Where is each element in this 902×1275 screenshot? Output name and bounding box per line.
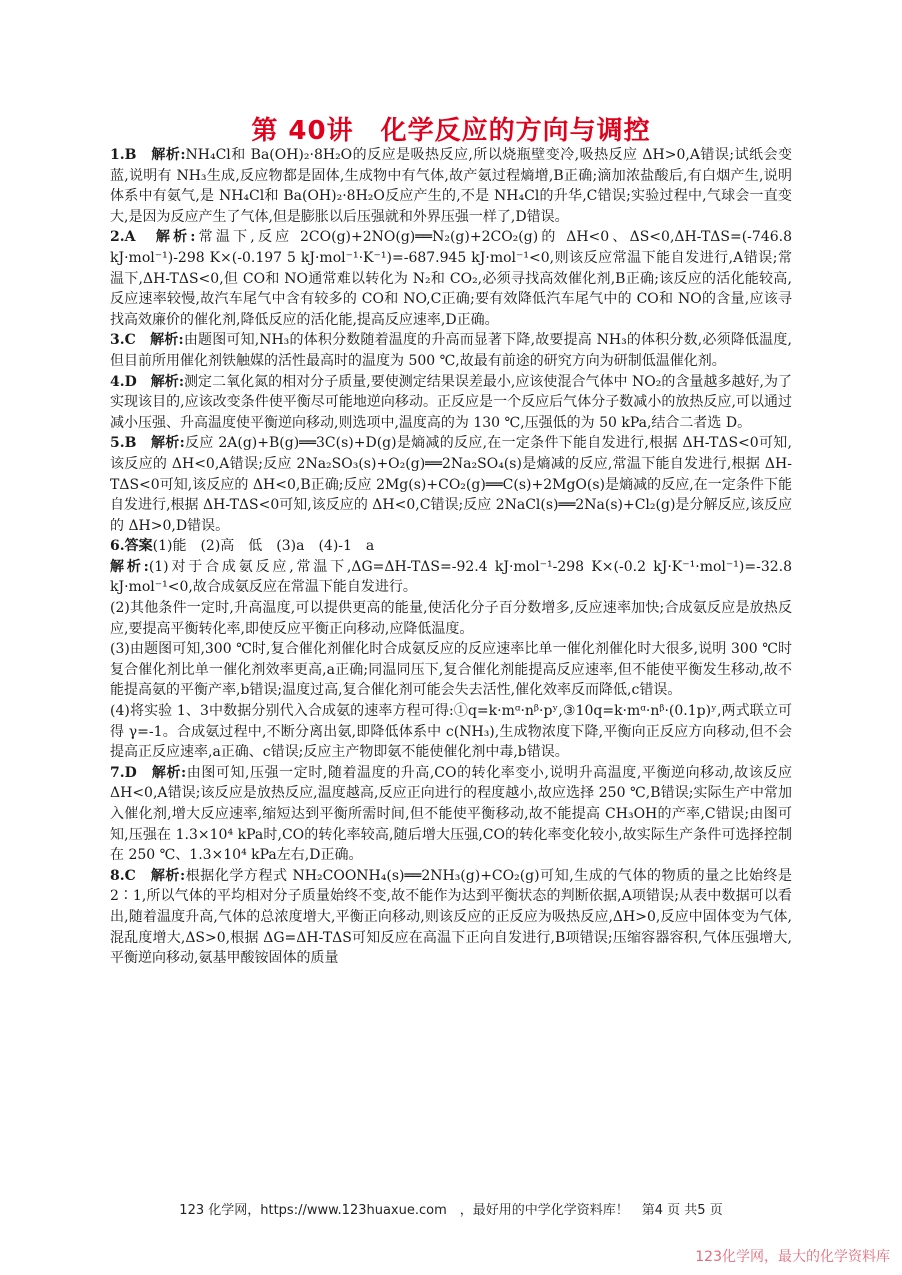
- answer-text: NH₄Cl和 Ba(OH)₂·8H₂O的反应是吸热反应,所以烧瓶壁变冷,吸热反应 ΔH>0,A错误;试纸会变蓝,说明有 NH₃生成,反应物都是固体,生成物中有气体,故产氨过程熵增,B正确;滴加浓盐酸后,有白烟产生,说明体系中有氨气,是 NH₄Cl和 Ba(OH)₂·8H₂O反应产生的,不是 NH₄Cl的升华,C错误;实验过程中,气球会一直变大,是因为反应产生了气体,但是膨胀以后压强就和外界压强一样了,D错误。: [110, 147, 792, 225]
- answer-3: [110, 330, 792, 371]
- answer-5: [110, 433, 792, 536]
- answer-label: 5.B 解析:: [110, 435, 185, 452]
- answer-text: 反应 2A(g)+B(g)══3C(s)+D(g)是熵减的反应,在一定条件下能自发进行,根据 ΔH-TΔS<0可知,该反应的 ΔH<0,A错误;反应 2Na₂SO₃(s)+O₂(g)══2Na₂SO₄(s)是熵减的反应,常温下能自发进行,根据 ΔH-TΔS<0可知,该反应的 ΔH<0,B正确;反应 2Mg(s)+CO₂(g)══C(s)+2MgO(s)是熵减的反应,在一定条件下能自发进行,根据 ΔH-TΔS<0可知,该反应的 ΔH<0,C错误;反应 2NaCl(s)══2Na(s)+Cl₂(g)是分解反应,该反应的 ΔH>0,D错误。: [110, 435, 792, 534]
- site-watermark: 123化学网，最大的化学资料库: [695, 1249, 890, 1265]
- answer-6-part-2: [110, 598, 792, 639]
- answer-text: 常温下,反应 2CO(g)+2NO(g)══N₂(g)+2CO₂(g)的 ΔH<0、ΔS<0,ΔH-TΔS=(-746.8 kJ·mol⁻¹)-298 K×(-0.197 5 kJ·mol⁻¹·K⁻¹)=-687.945 kJ·mol⁻¹<0,则该反应常温下能自发进行,A错误;常温下,ΔH-TΔS<0,但 CO和 NO通常难以转化为 N₂和 CO₂,必须寻找高效催化剂,B正确;该反应的活化能较高,反应速率较慢,故汽车尾气中含有较多的 CO和 NO,C正确;要有效降低汽车尾气中的 CO和 NO的含量,应该寻找高效廉价的催化剂,降低反应的活化能,提高反应速率,D正确。: [110, 229, 792, 328]
- answer-label: 7.D 解析:: [110, 764, 187, 781]
- answer-label: 3.C 解析:: [110, 332, 184, 349]
- answer-label: 1.B 解析:: [110, 147, 186, 163]
- answer-6-part-3: [110, 639, 792, 701]
- page-title: 第 40讲 化学反应的方向与调控: [251, 116, 651, 146]
- answer-7: [110, 763, 792, 866]
- answer-label: 2.A 解析:: [110, 229, 196, 246]
- answer-text: 由题图可知,NH₃的体积分数随着温度的升高而显著下降,故要提高 NH₃的体积分数,必须降低温度,但目前所用催化剂铁触媒的活性最高时的温度为 500 ℃,故最有前途的研究方向为研制低温催化剂。: [110, 332, 792, 369]
- answer-label: 4.D 解析:: [110, 373, 184, 390]
- answer-6: [110, 536, 792, 557]
- answer-text: (3)由题图可知,300 ℃时,复合催化剂催化时合成氨反应的反应速率比单一催化剂催化时大很多,说明 300 ℃时复合催化剂比单一催化剂效率更高,a正确;同温同压下,复合催化剂能提高反应速率,但不能使平衡发生移动,故不能提高氨的平衡产率,b错误;温度过高,复合催化剂可能会失去活性,催化效率反而降低,c错误。: [110, 641, 792, 699]
- answer-text: (1)能 (2)高 低 (3)a (4)-1 a: [152, 538, 375, 555]
- answer-label: 解析:: [110, 558, 149, 575]
- answer-6-analysis: [110, 557, 792, 598]
- answer-2: [110, 227, 792, 330]
- page-footer: 123 化学网，https://www.123huaxue.com ，最好用的中学化学资料库！ 第4 页 共5 页: [179, 1203, 723, 1218]
- answer-text: 根据化学方程式 NH₂COONH₄(s)══2NH₃(g)+CO₂(g)可知,生成的气体的物质的量之比始终是 2∶1,所以气体的平均相对分子质量始终不变,故不能作为达到平衡状态的判断依据,A项错误;从表中数据可以看出,随着温度升高,气体的总浓度增大,平衡正向移动,则该反应的正反应为吸热反应,ΔH>0,反应中固体变为气体,混乱度增大,ΔS>0,根据 ΔG=ΔH-TΔS可知反应在高温下正向自发进行,B项错误;压缩容器容积,气体压强增大,平衡逆向移动,氨基甲酸铵固体的质量: [110, 867, 792, 967]
- answer-label: 8.C 解析:: [110, 867, 186, 884]
- answer-1: [110, 145, 792, 227]
- answer-text: (4)将实验 1、3中数据分别代入合成氨的速率方程可得:①q=k·mᵅ·nᵝ·pʸ,③10q=k·mᵅ·nᵝ·(0.1p)ʸ,两式联立可得 γ=-1。合成氨过程中,不断分离出氨,即降低体系中 c(NH₃),生成物浓度下降,平衡向正反应方向移动,但不会提高正反应速率,a正确、c错误;反应主产物即氨不能使催化剂中毒,b错误。: [110, 703, 792, 761]
- answer-text: (1)对于合成氨反应,常温下,ΔG=ΔH-TΔS=-92.4 kJ·mol⁻¹-298 K×(-0.2 kJ·K⁻¹·mol⁻¹)=-32.8 kJ·mol⁻¹<0,故合成氨反应在常温下能自发进行。: [110, 558, 792, 596]
- answer-6-part-4: [110, 701, 792, 763]
- answer-text: 测定二氧化氮的相对分子质量,要使测定结果误差最小,应该使混合气体中 NO₂的含量越多越好,为了实现该目的,应该改变条件使平衡尽可能地逆向移动。正反应是一个反应后气体分子数减小的放热反应,可以通过减小压强、升高温度使平衡逆向移动,则选项中,温度高的为 130 ℃,压强低的为 50 kPa,结合二者选 D。: [110, 373, 792, 431]
- answer-text: (2)其他条件一定时,升高温度,可以提供更高的能量,使活化分子百分数增多,反应速率加快;合成氨反应是放热反应,要提高平衡转化率,即使反应平衡正向移动,应降低温度。: [110, 600, 792, 637]
- answer-text: 由图可知,压强一定时,随着温度的升高,CO的转化率变小,说明升高温度,平衡逆向移动,故该反应 ΔH<0,A错误;该反应是放热反应,温度越高,反应正向进行的程度越小,故应选择 250 ℃,B错误;实际生产中常加入催化剂,增大反应速率,缩短达到平衡所需时间,但不能使平衡移动,故不能提高 CH₃OH的产率,C错误;由图可知,压强在 1.3×10⁴ kPa时,CO的转化率较高,随后增大压强,CO的转化率变化较小,故实际生产条件可选择控制在 250 ℃、1.3×10⁴ kPa左右,D正确。: [110, 764, 792, 864]
- answer-4: [110, 372, 792, 434]
- answer-label: 6.答案: [110, 538, 153, 555]
- answer-body: [110, 145, 792, 969]
- answer-8: [110, 866, 792, 969]
